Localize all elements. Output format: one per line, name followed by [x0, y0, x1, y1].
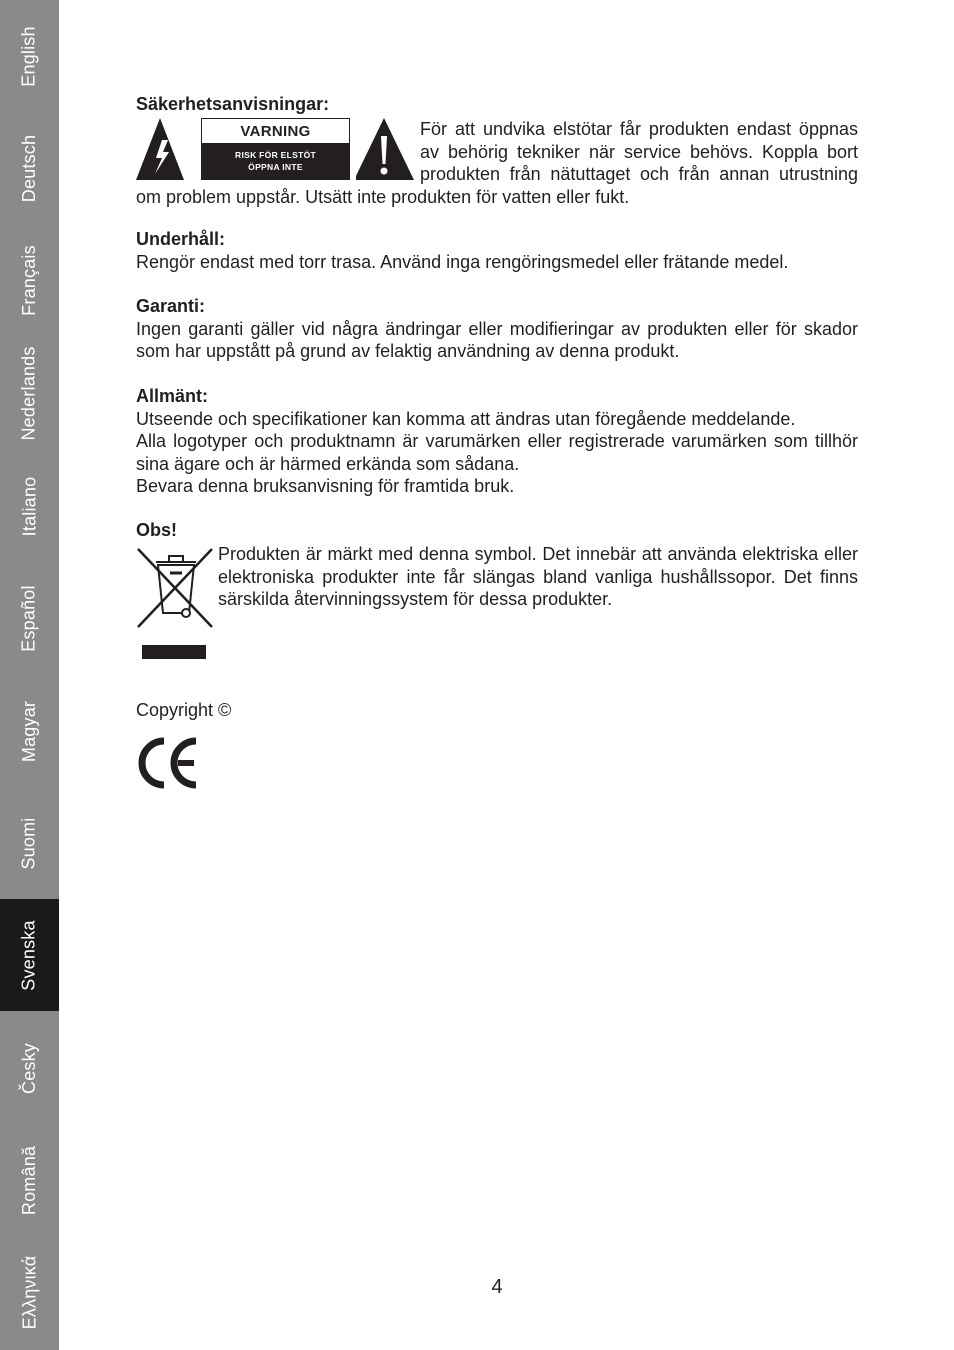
lang-tab-nederlands[interactable]: Nederlands — [19, 345, 39, 441]
general-heading: Allmänt: — [136, 386, 208, 406]
varning-subtitle: RISK FÖR ELSTÖT ÖPPNA INTE — [202, 143, 349, 179]
maintenance-section — [136, 228, 858, 273]
general-text-1: Utseende och specifikationer kan komma att ändras utan föregående meddelande. — [136, 408, 796, 429]
lang-tab-suomi[interactable]: Suomi — [19, 816, 39, 870]
weee-symbol — [136, 543, 218, 663]
lang-tab-romana[interactable]: Română — [19, 1145, 39, 1215]
warranty-section — [136, 295, 858, 363]
lang-tab-cesky[interactable]: Česky — [18, 1042, 39, 1094]
lang-tab-espanol[interactable]: Español — [19, 584, 40, 652]
safety-warning-block — [136, 118, 858, 208]
varning-title: VARNING — [240, 122, 311, 140]
lang-tab-francais[interactable]: Français — [19, 244, 39, 316]
warranty-text: Ingen garanti gäller vid några ändringar eller modifieringar av produkten eller för skador som har uppstått på grund av felaktig användning av denna produkt. — [136, 318, 858, 361]
ce-mark-icon — [136, 737, 200, 789]
copyright-text: Copyright © — [136, 700, 232, 720]
lang-tab-svenska[interactable]: Svenska — [0, 899, 59, 1011]
safety-section — [136, 93, 858, 116]
note-block — [136, 543, 858, 663]
copyright-section — [136, 699, 858, 722]
general-section — [136, 385, 858, 498]
note-section — [136, 519, 858, 542]
general-text-3: Bevara denna bruksanvisning för framtida bruk. — [136, 476, 515, 496]
warranty-heading: Garanti: — [136, 296, 206, 316]
language-sidebar — [0, 0, 59, 1350]
note-text: Produkten är märkt med denna symbol. Det innebär att använda elektriska eller elektroniska produkter inte får slängas bland vanliga hushållssopor. Det finns särskilda återvinningssystem för dessa produkter. — [218, 544, 858, 609]
page-number: 4 — [491, 1276, 503, 1298]
varning-label-box — [201, 118, 350, 180]
lang-tab-deutsch[interactable]: Deutsch — [19, 134, 39, 202]
safety-heading: Säkerhetsanvisningar: — [136, 94, 330, 114]
note-heading: Obs! — [136, 520, 178, 540]
lang-tab-magyar[interactable]: Magyar — [19, 700, 40, 762]
maintenance-heading: Underhåll: — [136, 229, 226, 249]
exclamation-warning-icon — [356, 118, 416, 182]
general-text-2: Alla logotyper och produktnamn är varumärken eller registrerade varumärken som tillhör sina ägare och är härmed erkända som sådana. — [136, 431, 858, 474]
lang-tab-english[interactable]: English — [19, 25, 39, 87]
safety-text: För att undvika elstötar får produkten endast öppnas av behörig tekniker när service behövs. Koppla bort produkten från nätuttaget och från annan utrustning om problem uppstår. Utsätt inte produkten för vatten eller fukt. — [136, 119, 858, 207]
lang-tab-italiano[interactable]: Italiano — [19, 476, 39, 536]
crossed-bin-icon — [136, 543, 216, 663]
warning-icons — [136, 118, 420, 182]
lang-tab-greek[interactable]: Ελληνικά — [19, 1255, 39, 1329]
maintenance-text: Rengör endast med torr trasa. Använd inga rengöringsmedel eller frätande medel. — [136, 251, 789, 272]
electric-shock-warning-icon — [136, 118, 196, 182]
